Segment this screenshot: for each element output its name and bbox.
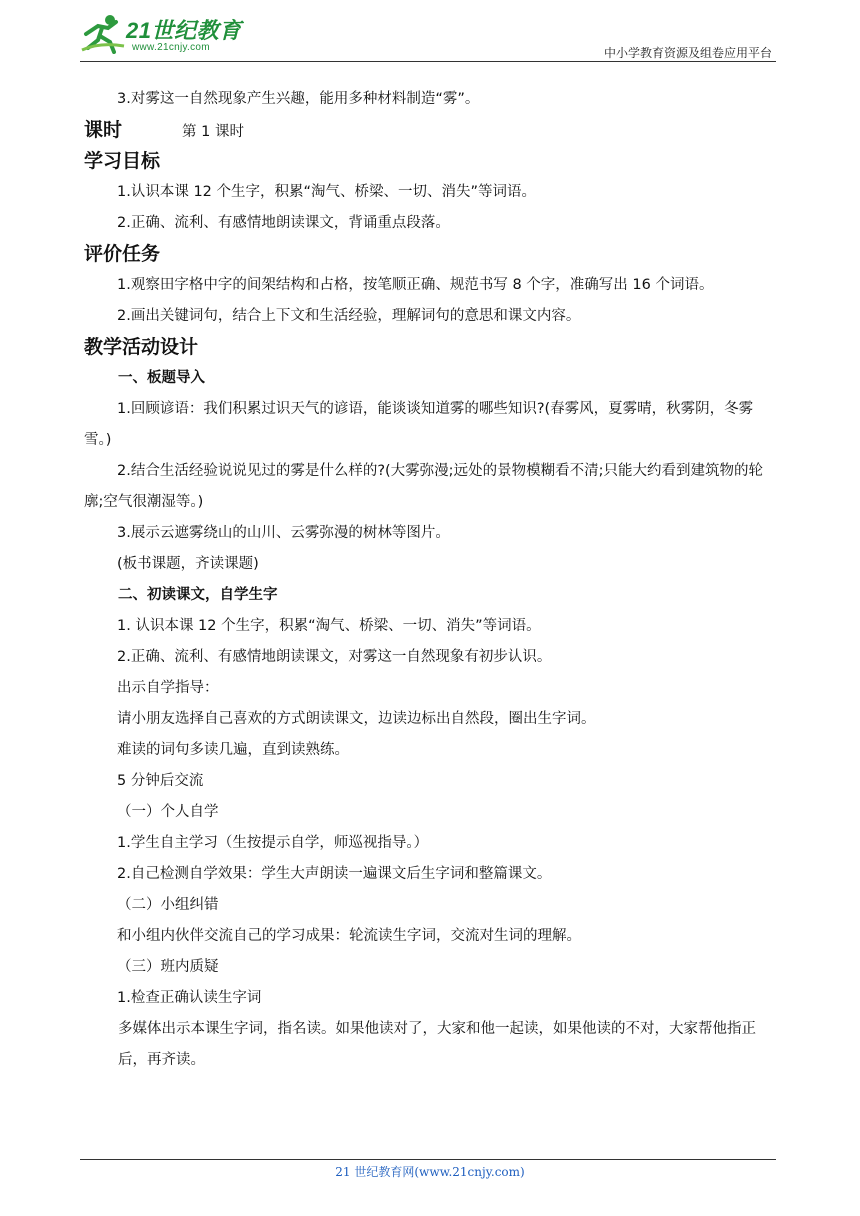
section2-line: 1.学生自主学习（生按提示自学，师巡视指导。）: [117, 835, 429, 851]
lesson-value: 第 1 课时: [182, 124, 244, 140]
page-header: [80, 8, 776, 62]
objectives-heading: 学习目标: [84, 150, 161, 172]
section2-subheading: （二）小组纠错: [117, 897, 219, 913]
section2-line: 难读的词句多读几遍，直到读熟练。: [117, 742, 349, 758]
section2-line: 1. 认识本课 12 个生字，积累“淘气、桥梁、一切、消失”等词语。: [117, 618, 541, 634]
section2-line: 1.检查正确认读生字词: [117, 990, 262, 1006]
logo-url-text: www.21cnjy.com: [132, 42, 210, 53]
section1-item: 2.结合生活经验说说见过的雾是什么样的?(大雾弥漫;远处的景物模糊看不清;只能大约看到建筑物的轮廓;空气很潮湿等。): [84, 463, 763, 510]
section2-line: 2.自己检测自学效果：学生大声朗读一遍课文后生字词和整篇课文。: [117, 866, 552, 882]
header-divider: [80, 61, 776, 62]
section2-subheading: （一）个人自学: [117, 804, 219, 820]
section2-subheading: （三）班内质疑: [117, 959, 219, 975]
section2-line: 5 分钟后交流: [117, 773, 204, 789]
section2-heading: 二、初读课文，自学生字: [118, 587, 278, 603]
section2-line: 请小朋友选择自己喜欢的方式朗读课文，边读边标出自然段，圈出生字词。: [117, 711, 596, 727]
header-platform-text: 中小学教育资源及组卷应用平台: [603, 46, 772, 60]
section2-line: 出示自学指导：: [117, 680, 219, 696]
intro-goal-3: 3.对雾这一自然现象产生兴趣，能用多种材料制造“雾”。: [117, 91, 480, 107]
section2-line: 2.正确、流利、有感情地朗读课文，对雾这一自然现象有初步认识。: [117, 649, 552, 665]
lesson-heading: 课时: [84, 119, 123, 141]
section1-item: 3.展示云遮雾绕山的山川、云雾弥漫的树林等图片。: [117, 525, 450, 541]
section1-heading: 一、板题导入: [118, 370, 205, 386]
task-item: 1.观察田字格中字的间架结构和占格，按笔顺正确、规范书写 8 个字，准确写出 16 个词语。: [117, 277, 714, 293]
section2-line: 多媒体出示本课生字词，指名读。如果他读对了，大家和他一起读，如果他读的不对，大家帮他指正后，再齐读。: [118, 1021, 756, 1068]
logo-brand-text: 21世纪教育: [126, 18, 242, 43]
objective-item: 2.正确、流利、有感情地朗读课文，背诵重点段落。: [117, 215, 450, 231]
footer-link[interactable]: 21 世纪教育网(www.21cnjy.com): [335, 1165, 525, 1179]
runner-logo-icon: [80, 12, 126, 54]
footer-divider: [80, 1159, 776, 1160]
task-item: 2.画出关键词句，结合上下文和生活经验，理解词句的意思和课文内容。: [117, 308, 581, 324]
site-logo[interactable]: [80, 12, 250, 54]
design-heading: 教学活动设计: [84, 336, 199, 358]
objective-item: 1.认识本课 12 个生字，积累“淘气、桥梁、一切、消失”等词语。: [117, 184, 537, 200]
section1-item: 1.回顾谚语：我们积累过识天气的谚语，能谈谈知道雾的哪些知识?(春雾风，夏雾晴，秋雾阴，冬雾雪。): [84, 401, 754, 448]
section2-line: 和小组内伙伴交流自己的学习成果：轮流读生字词，交流对生词的理解。: [117, 928, 581, 944]
lesson-row: [84, 115, 778, 146]
section1-item: (板书课题，齐读课题): [117, 556, 259, 572]
document-body: [84, 84, 778, 1076]
tasks-heading: 评价任务: [84, 243, 161, 265]
